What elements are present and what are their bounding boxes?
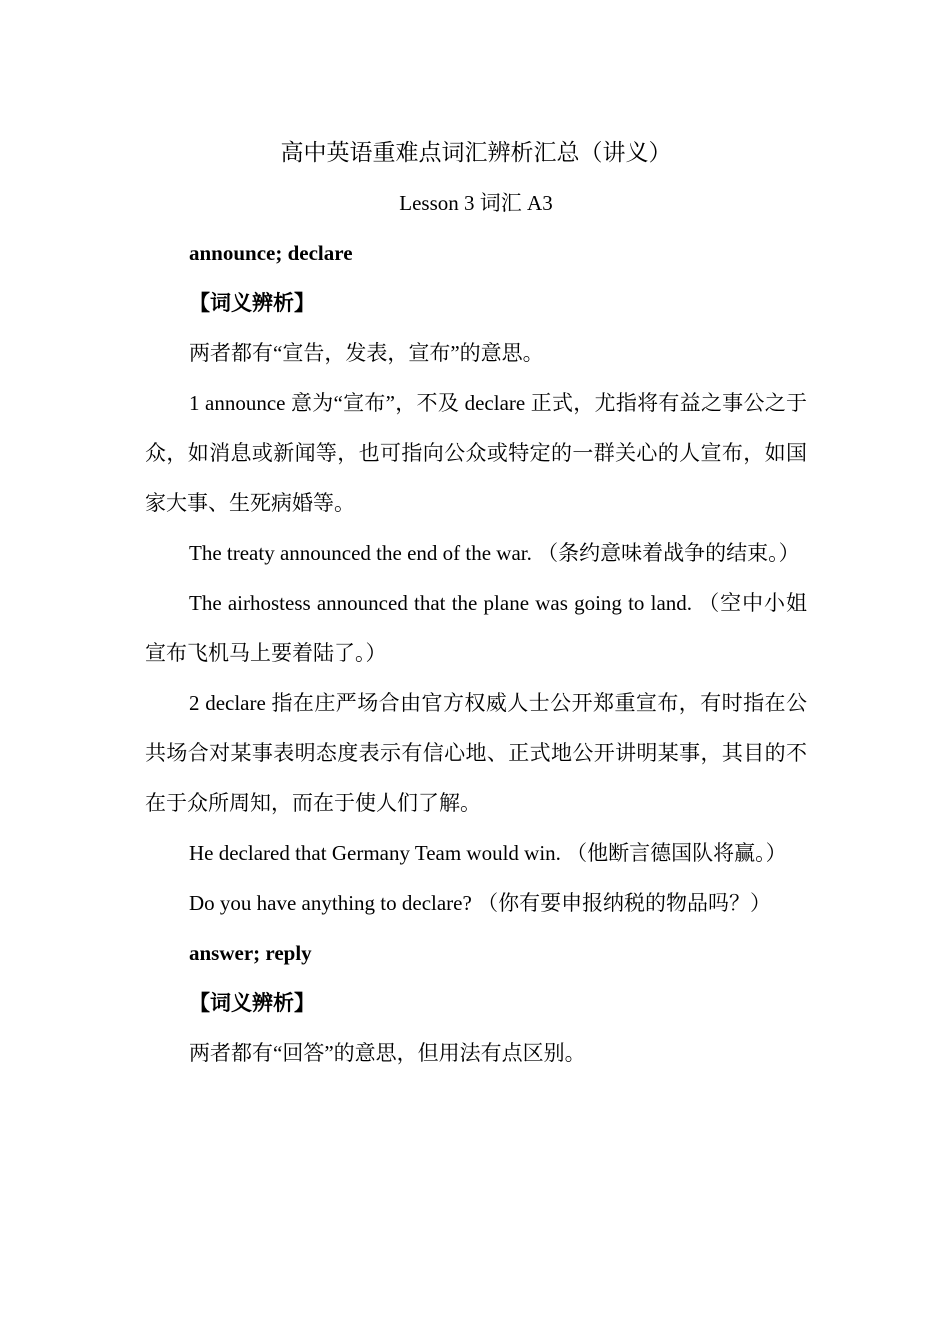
paragraph-announce: 1 announce 意为“宣布”，不及 declare 正式，尤指将有益之事公之于众，如消息或新闻等，也可指向公众或特定的一群关心的人宣布，如国家大事、生死病婚等。 <box>145 391 807 515</box>
section-label: 【词义辨析】 <box>189 991 315 1015</box>
section-announce-declare <box>145 228 807 928</box>
example-sentence: He declared that Germany Team would win. （他断言德国队将赢。） <box>189 841 787 865</box>
example-sentence: Do you have anything to declare? （你有要申报纳税的物品吗？） <box>189 891 772 915</box>
document-title: 高中英语重难点词汇辨析汇总（讲义） <box>280 140 672 165</box>
document-body <box>145 128 807 1078</box>
section-heading: answer; reply <box>189 941 312 965</box>
section-intro: 两者都有“宣告，发表，宣布”的意思。 <box>189 341 544 365</box>
section-label: 【词义辨析】 <box>189 291 315 315</box>
example-sentence: The airhostess announced that the plane was going to land. （空中小姐宣布飞机马上要着陆了。） <box>145 591 807 665</box>
example-sentence: The treaty announced the end of the war. （条约意味着战争的结束。） <box>189 541 800 565</box>
section-heading: announce; declare <box>189 241 353 265</box>
section-intro: 两者都有“回答”的意思，但用法有点区别。 <box>189 1041 586 1065</box>
paragraph-declare: 2 declare 指在庄严场合由官方权威人士公开郑重宣布，有时指在公共场合对某事表明态度表示有信心地、正式地公开讲明某事，其目的不在于众所周知，而在于使人们了解。 <box>145 691 807 815</box>
section-answer-reply <box>145 928 807 1078</box>
document-subtitle: Lesson 3 词汇 A3 <box>399 191 553 215</box>
